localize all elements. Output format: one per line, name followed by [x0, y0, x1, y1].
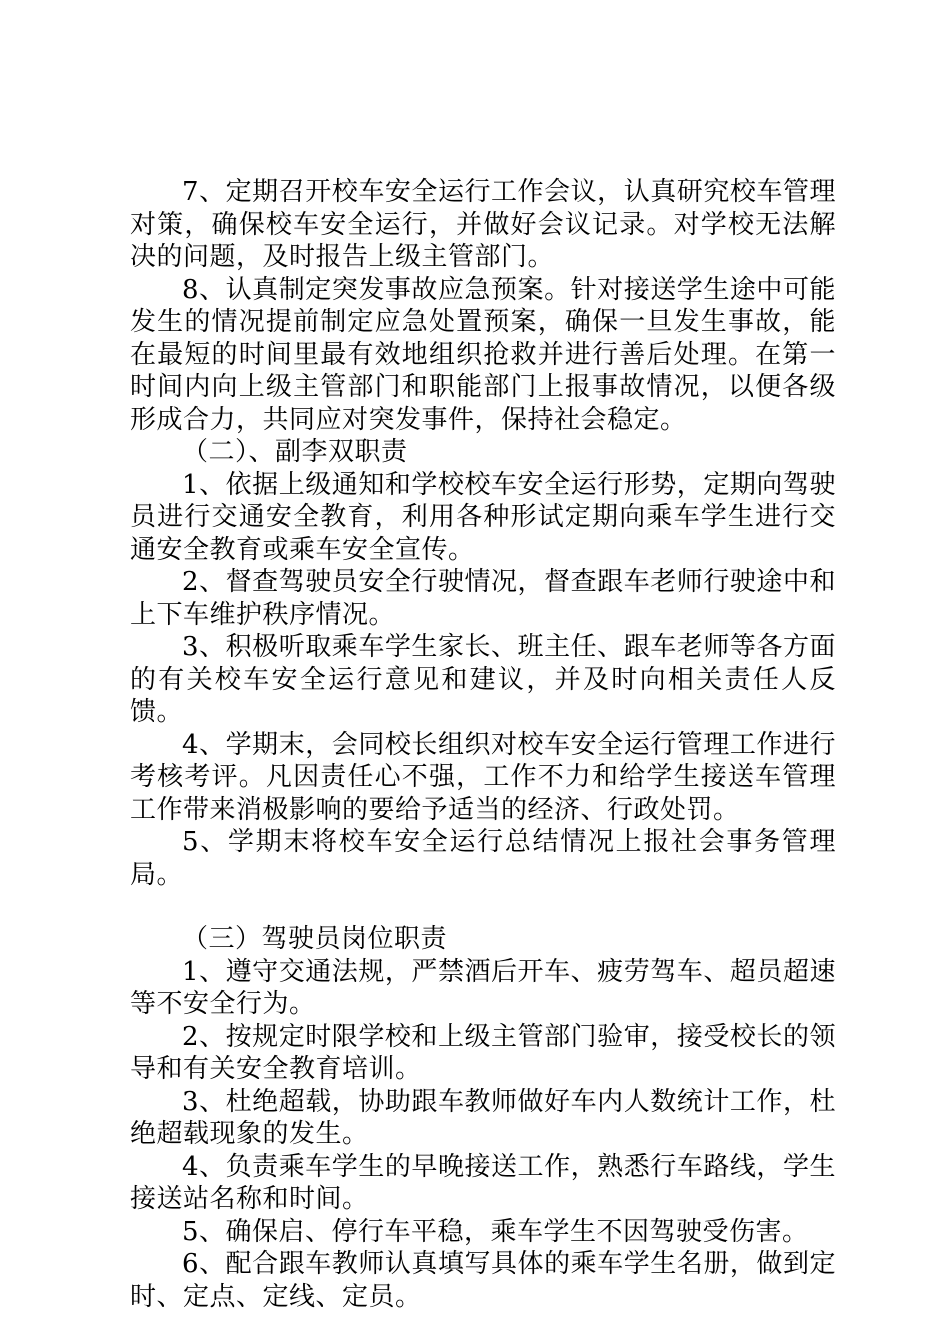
- section3-item-1: 1、遵守交通法规，严禁酒后开车、疲劳驾车、超员超速等不安全行为。: [130, 956, 836, 1019]
- section3-item-5: 5、确保启、停行车平稳，乘车学生不因驾驶受伤害。: [182, 1216, 809, 1247]
- section3-item-3: 3、杜绝超载，协助跟车教师做好车内人数统计工作，杜绝超载现象的发生。: [130, 1086, 836, 1149]
- section3-item-6: 6、配合跟车教师认真填写具体的乘车学生名册，做到定时、定点、定线、定员。: [130, 1249, 836, 1312]
- paragraph-item-8: 8、认真制定突发事故应急预案。针对接送学生途中可能发生的情况提前制定应急处置预案，确保一旦发生事故，能在最短的时间里最有效地组织抢救并进行善后处理。在第一时间内向上级主管部门和职能部门上报事故情况，以便各级形成合力，共同应对突发事件，保持社会稳定。: [130, 274, 836, 435]
- section2-item-4: 4、学期末，会同校长组织对校车安全运行管理工作进行考核考评。凡因责任心不强，工作不力和给学生接送车管理工作带来消极影响的要给予适当的经济、行政处罚。: [130, 729, 836, 825]
- paragraph-item-7: 7、定期召开校车安全运行工作会议，认真研究校车管理对策，确保校车安全运行，并做好会议记录。对学校无法解决的问题，及时报告上级主管部门。: [130, 177, 836, 272]
- section3-item-2: 2、按规定时限学校和上级主管部门验审，接受校长的领导和有关安全教育培训。: [130, 1021, 836, 1084]
- section-heading-3: （三）驾驶员岗位职责: [182, 924, 448, 954]
- section2-item-3: 3、积极听取乘车学生家长、班主任、跟车老师等各方面的有关校车安全运行意见和建议，并及时向相关责任人反馈。: [130, 632, 836, 727]
- section-spacer: [130, 891, 836, 923]
- section2-item-2: 2、督查驾驶员安全行驶情况，督查跟车老师行驶途中和上下车维护秩序情况。: [130, 567, 836, 630]
- document-body: [130, 176, 836, 1313]
- section2-item-1: 1、依据上级通知和学校校车安全运行形势，定期向驾驶员进行交通安全教育，利用各种形试定期向乘车学生进行交通安全教育或乘车安全宣传。: [130, 469, 836, 565]
- section-heading-2: （二）、副李双职责: [182, 437, 408, 467]
- section2-item-5: 5、学期末将校车安全运行总结情况上报社会事务管理局。: [130, 827, 836, 890]
- section3-item-4: 4、负责乘车学生的早晚接送工作，熟悉行车路线，学生接送站名称和时间。: [130, 1151, 836, 1214]
